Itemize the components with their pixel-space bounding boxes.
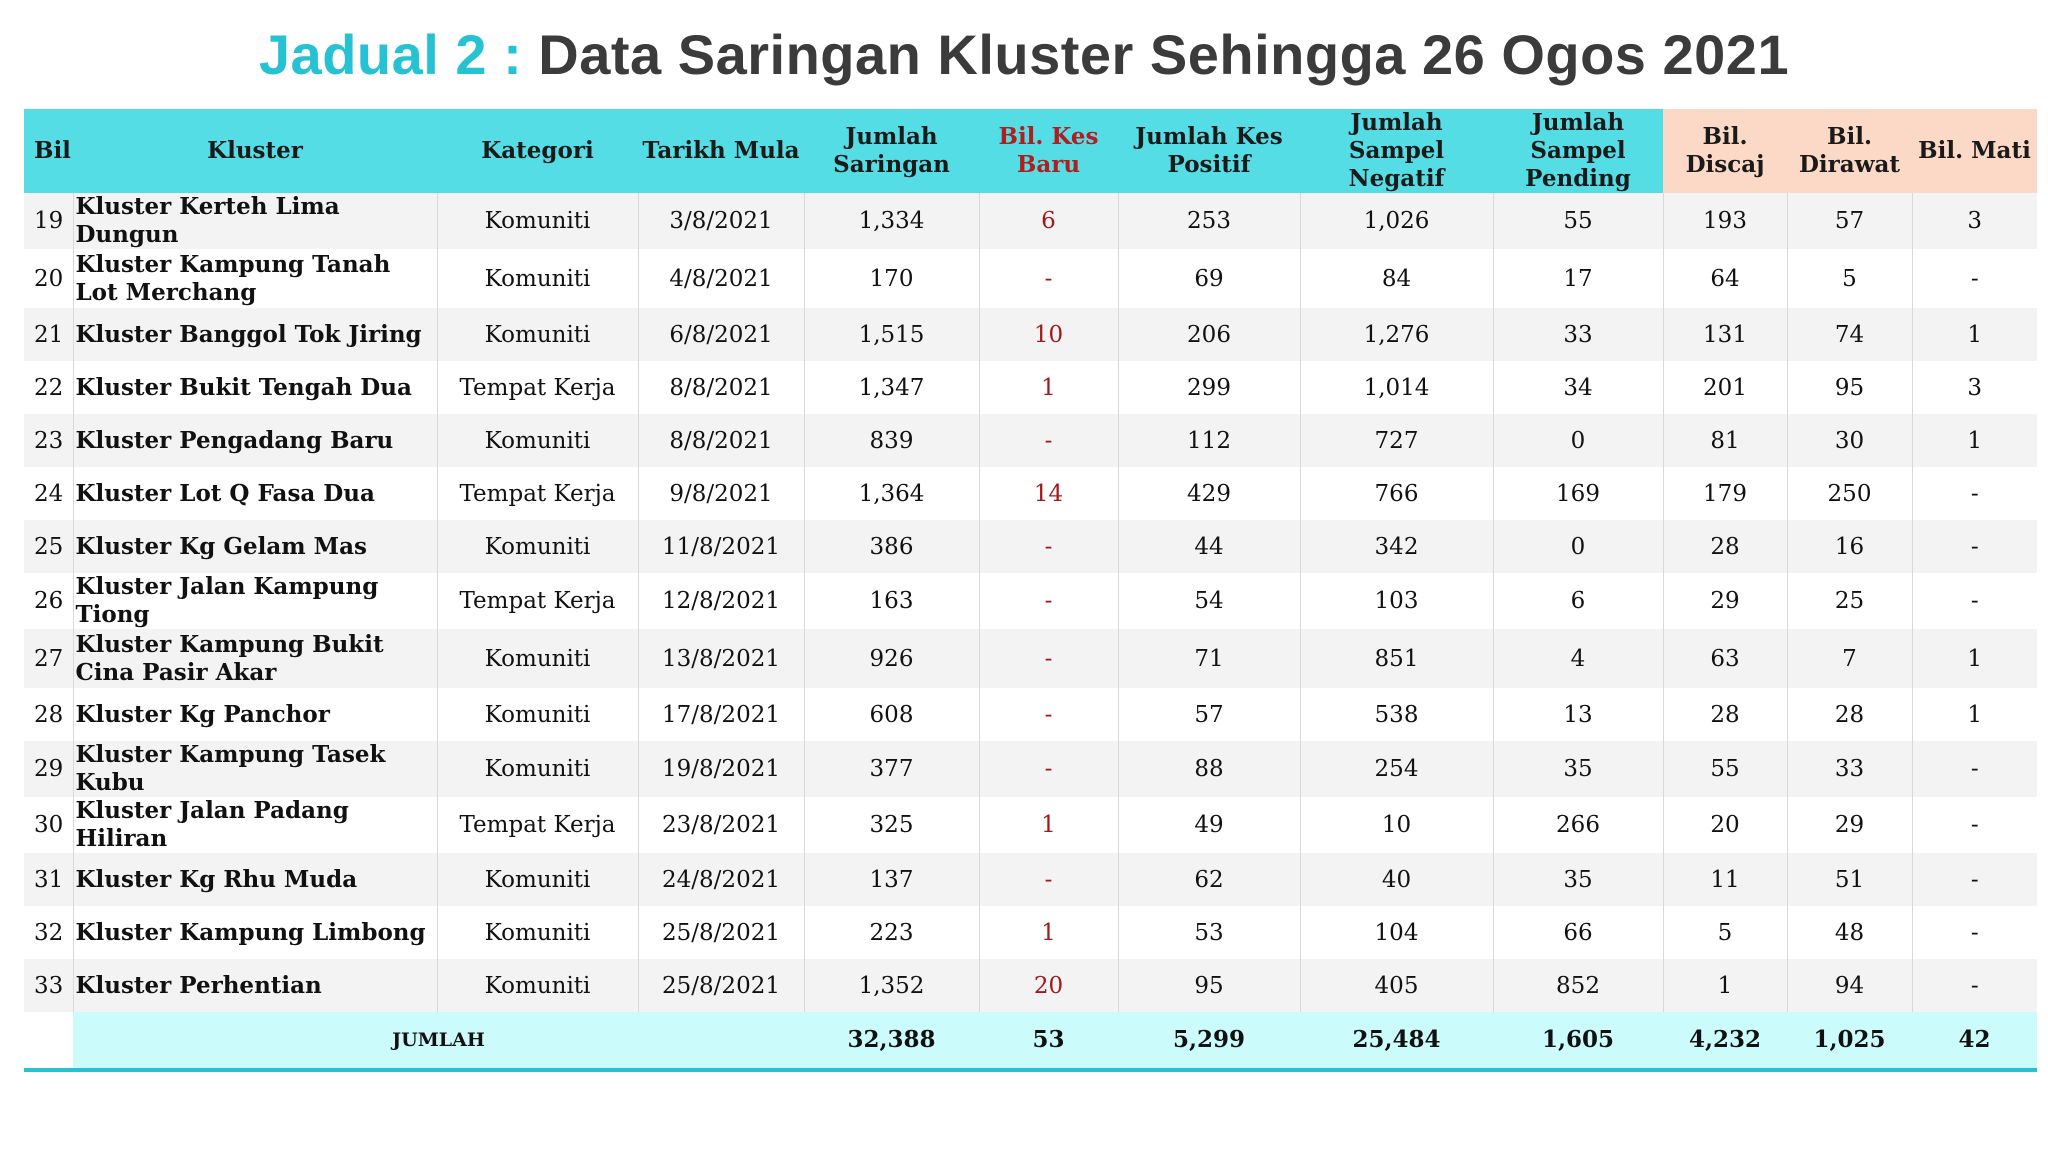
cell-tarikh: 8/8/2021 [638,361,804,414]
cell-discaj: 11 [1663,853,1787,906]
cell-negatif: 1,026 [1300,193,1493,249]
cell-bil: 28 [24,688,73,741]
table-row [24,573,2037,629]
cell-saringan: 1,334 [804,193,979,249]
table-row [24,959,2037,1012]
cell-kluster: Kluster Kampung Tasek Kubu [73,741,437,797]
cell-tarikh: 12/8/2021 [638,573,804,629]
cell-negatif: 10 [1300,797,1493,853]
cell-kategori: Komuniti [437,688,638,741]
total-positif: 5,299 [1118,1012,1300,1070]
cell-bil: 26 [24,573,73,629]
cell-bil: 29 [24,741,73,797]
cell-positif: 88 [1118,741,1300,797]
cell-bil: 23 [24,414,73,467]
cell-negatif: 103 [1300,573,1493,629]
cell-saringan: 137 [804,853,979,906]
cell-kluster: Kluster Kg Rhu Muda [73,853,437,906]
header-mati: Bil. Mati [1912,109,2037,193]
cell-negatif: 851 [1300,629,1493,688]
cell-tarikh: 23/8/2021 [638,797,804,853]
cell-kategori: Komuniti [437,414,638,467]
cell-bil: 32 [24,906,73,959]
cell-kategori: Komuniti [437,249,638,308]
cell-pending: 35 [1493,853,1663,906]
cell-pending: 6 [1493,573,1663,629]
cell-mati: - [1912,797,2037,853]
cluster-table [24,109,2037,1072]
cell-tarikh: 6/8/2021 [638,308,804,361]
cell-kes-baru: - [979,249,1118,308]
cell-kategori: Tempat Kerja [437,573,638,629]
table-row [24,414,2037,467]
cell-discaj: 20 [1663,797,1787,853]
cell-discaj: 63 [1663,629,1787,688]
total-mati: 42 [1912,1012,2037,1070]
cell-saringan: 839 [804,414,979,467]
table-row [24,520,2037,573]
cell-pending: 0 [1493,520,1663,573]
cell-tarikh: 8/8/2021 [638,414,804,467]
cell-dirawat: 250 [1787,467,1912,520]
cell-bil: 22 [24,361,73,414]
cell-dirawat: 25 [1787,573,1912,629]
page-title [0,22,2048,87]
cell-saringan: 1,364 [804,467,979,520]
cell-pending: 17 [1493,249,1663,308]
cell-positif: 57 [1118,688,1300,741]
cell-discaj: 28 [1663,688,1787,741]
cell-negatif: 84 [1300,249,1493,308]
cell-saringan: 608 [804,688,979,741]
cell-positif: 95 [1118,959,1300,1012]
cell-kes-baru: - [979,688,1118,741]
cell-positif: 69 [1118,249,1300,308]
cell-tarikh: 25/8/2021 [638,906,804,959]
header-sampel-pending: Jumlah Sampel Pending [1493,109,1663,193]
cell-tarikh: 24/8/2021 [638,853,804,906]
cell-mati: - [1912,573,2037,629]
cell-mati: 1 [1912,688,2037,741]
cell-mati: - [1912,959,2037,1012]
cell-saringan: 1,515 [804,308,979,361]
cell-kategori: Komuniti [437,906,638,959]
cell-kluster: Kluster Kampung Tanah Lot Merchang [73,249,437,308]
table-row [24,797,2037,853]
table-row [24,853,2037,906]
table-row [24,741,2037,797]
cell-positif: 62 [1118,853,1300,906]
cell-kategori: Komuniti [437,193,638,249]
total-negatif: 25,484 [1300,1012,1493,1070]
cell-dirawat: 57 [1787,193,1912,249]
cell-kategori: Komuniti [437,959,638,1012]
cell-mati: - [1912,853,2037,906]
cell-mati: 1 [1912,308,2037,361]
cell-bil: 24 [24,467,73,520]
cell-kes-baru: - [979,573,1118,629]
cell-negatif: 538 [1300,688,1493,741]
cell-negatif: 766 [1300,467,1493,520]
cell-mati: 1 [1912,629,2037,688]
table-row [24,629,2037,688]
cell-kluster: Kluster Kampung Bukit Cina Pasir Akar [73,629,437,688]
cell-positif: 44 [1118,520,1300,573]
cell-positif: 53 [1118,906,1300,959]
cell-positif: 299 [1118,361,1300,414]
cell-positif: 112 [1118,414,1300,467]
cell-discaj: 201 [1663,361,1787,414]
cell-saringan: 926 [804,629,979,688]
cell-positif: 54 [1118,573,1300,629]
cell-kluster: Kluster Kg Panchor [73,688,437,741]
cell-saringan: 163 [804,573,979,629]
cell-pending: 852 [1493,959,1663,1012]
cell-kategori: Tempat Kerja [437,467,638,520]
cell-kluster: Kluster Pengadang Baru [73,414,437,467]
cell-mati: 3 [1912,361,2037,414]
cell-discaj: 5 [1663,906,1787,959]
total-row [24,1012,2037,1070]
cell-kes-baru: - [979,520,1118,573]
cell-kategori: Tempat Kerja [437,797,638,853]
cell-discaj: 193 [1663,193,1787,249]
cell-bil: 31 [24,853,73,906]
cell-kluster: Kluster Lot Q Fasa Dua [73,467,437,520]
cell-dirawat: 29 [1787,797,1912,853]
cell-tarikh: 17/8/2021 [638,688,804,741]
cell-bil: 30 [24,797,73,853]
cell-kes-baru: 1 [979,361,1118,414]
cell-kluster: Kluster Jalan Kampung Tiong [73,573,437,629]
cell-positif: 71 [1118,629,1300,688]
total-saringan: 32,388 [804,1012,979,1070]
cell-pending: 266 [1493,797,1663,853]
cell-bil: 25 [24,520,73,573]
cell-pending: 169 [1493,467,1663,520]
cell-discaj: 1 [1663,959,1787,1012]
header-sampel-negatif: Jumlah Sampel Negatif [1300,109,1493,193]
cell-mati: 3 [1912,193,2037,249]
header-discaj: Bil. Discaj [1663,109,1787,193]
cell-bil: 27 [24,629,73,688]
cell-kluster: Kluster Kerteh Lima Dungun [73,193,437,249]
cell-discaj: 55 [1663,741,1787,797]
cell-kluster: Kluster Banggol Tok Jiring [73,308,437,361]
table-row [24,467,2037,520]
cell-discaj: 64 [1663,249,1787,308]
cell-kes-baru: 1 [979,906,1118,959]
title-prefix: Jadual 2 : [258,23,523,86]
cell-kategori: Komuniti [437,853,638,906]
cell-kluster: Kluster Kampung Limbong [73,906,437,959]
header-jumlah-saringan: Jumlah Saringan [804,109,979,193]
cell-discaj: 131 [1663,308,1787,361]
header-kategori: Kategori [437,109,638,193]
table-row [24,193,2037,249]
cell-positif: 206 [1118,308,1300,361]
cell-dirawat: 48 [1787,906,1912,959]
cell-tarikh: 4/8/2021 [638,249,804,308]
cell-kluster: Kluster Kg Gelam Mas [73,520,437,573]
total-dirawat: 1,025 [1787,1012,1912,1070]
cell-positif: 49 [1118,797,1300,853]
cell-tarikh: 11/8/2021 [638,520,804,573]
header-tarikh-mula: Tarikh Mula [638,109,804,193]
cell-saringan: 223 [804,906,979,959]
total-blank-cell [24,1012,73,1070]
cell-dirawat: 16 [1787,520,1912,573]
cell-dirawat: 33 [1787,741,1912,797]
cell-tarikh: 25/8/2021 [638,959,804,1012]
cell-negatif: 254 [1300,741,1493,797]
cell-mati: - [1912,741,2037,797]
cell-dirawat: 74 [1787,308,1912,361]
cell-tarikh: 3/8/2021 [638,193,804,249]
cell-mati: - [1912,249,2037,308]
cell-saringan: 170 [804,249,979,308]
table-row [24,906,2037,959]
cell-saringan: 1,347 [804,361,979,414]
table-header-row [24,109,2037,193]
cell-discaj: 29 [1663,573,1787,629]
cell-kes-baru: 1 [979,797,1118,853]
cell-negatif: 405 [1300,959,1493,1012]
total-discaj: 4,232 [1663,1012,1787,1070]
cell-kes-baru: - [979,853,1118,906]
total-kes-baru: 53 [979,1012,1118,1070]
table-row [24,249,2037,308]
cell-saringan: 325 [804,797,979,853]
cell-pending: 33 [1493,308,1663,361]
cell-tarikh: 19/8/2021 [638,741,804,797]
cell-pending: 55 [1493,193,1663,249]
table-row [24,308,2037,361]
cell-tarikh: 13/8/2021 [638,629,804,688]
cell-saringan: 377 [804,741,979,797]
header-kes-positif: Jumlah Kes Positif [1118,109,1300,193]
cell-negatif: 342 [1300,520,1493,573]
cell-mati: - [1912,520,2037,573]
cell-dirawat: 95 [1787,361,1912,414]
cell-dirawat: 5 [1787,249,1912,308]
header-kluster: Kluster [73,109,437,193]
cell-dirawat: 51 [1787,853,1912,906]
cell-kluster: Kluster Bukit Tengah Dua [73,361,437,414]
cell-mati: 1 [1912,414,2037,467]
header-dirawat: Bil. Dirawat [1787,109,1912,193]
cell-pending: 4 [1493,629,1663,688]
title-main: Data Saringan Kluster Sehingga 26 Ogos 2021 [538,23,1790,86]
cell-pending: 35 [1493,741,1663,797]
cell-kategori: Tempat Kerja [437,361,638,414]
cell-bil: 33 [24,959,73,1012]
cell-mati: - [1912,906,2037,959]
cell-kes-baru: 14 [979,467,1118,520]
table-row [24,688,2037,741]
cell-negatif: 104 [1300,906,1493,959]
cell-kes-baru: 20 [979,959,1118,1012]
cell-kategori: Komuniti [437,308,638,361]
cell-kes-baru: - [979,629,1118,688]
cell-discaj: 28 [1663,520,1787,573]
cell-kes-baru: - [979,414,1118,467]
cell-dirawat: 28 [1787,688,1912,741]
cell-pending: 0 [1493,414,1663,467]
cell-discaj: 179 [1663,467,1787,520]
cell-positif: 429 [1118,467,1300,520]
cell-dirawat: 94 [1787,959,1912,1012]
cell-kategori: Komuniti [437,520,638,573]
cell-negatif: 40 [1300,853,1493,906]
cell-dirawat: 30 [1787,414,1912,467]
cell-positif: 253 [1118,193,1300,249]
cell-negatif: 1,276 [1300,308,1493,361]
cell-pending: 34 [1493,361,1663,414]
cell-kes-baru: - [979,741,1118,797]
cell-kategori: Komuniti [437,741,638,797]
cell-tarikh: 9/8/2021 [638,467,804,520]
table-row [24,361,2037,414]
cell-negatif: 1,014 [1300,361,1493,414]
cell-bil: 20 [24,249,73,308]
total-pending: 1,605 [1493,1012,1663,1070]
cell-kes-baru: 10 [979,308,1118,361]
cell-bil: 19 [24,193,73,249]
cell-kluster: Kluster Jalan Padang Hiliran [73,797,437,853]
cell-kes-baru: 6 [979,193,1118,249]
cell-discaj: 81 [1663,414,1787,467]
cell-mati: - [1912,467,2037,520]
cell-saringan: 386 [804,520,979,573]
total-label: JUMLAH [73,1012,804,1070]
cell-negatif: 727 [1300,414,1493,467]
cell-pending: 66 [1493,906,1663,959]
cell-pending: 13 [1493,688,1663,741]
cell-dirawat: 7 [1787,629,1912,688]
cell-bil: 21 [24,308,73,361]
header-kes-baru: Bil. Kes Baru [979,109,1118,193]
cell-saringan: 1,352 [804,959,979,1012]
header-bil: Bil [24,109,73,193]
cell-kategori: Komuniti [437,629,638,688]
cell-kluster: Kluster Perhentian [73,959,437,1012]
